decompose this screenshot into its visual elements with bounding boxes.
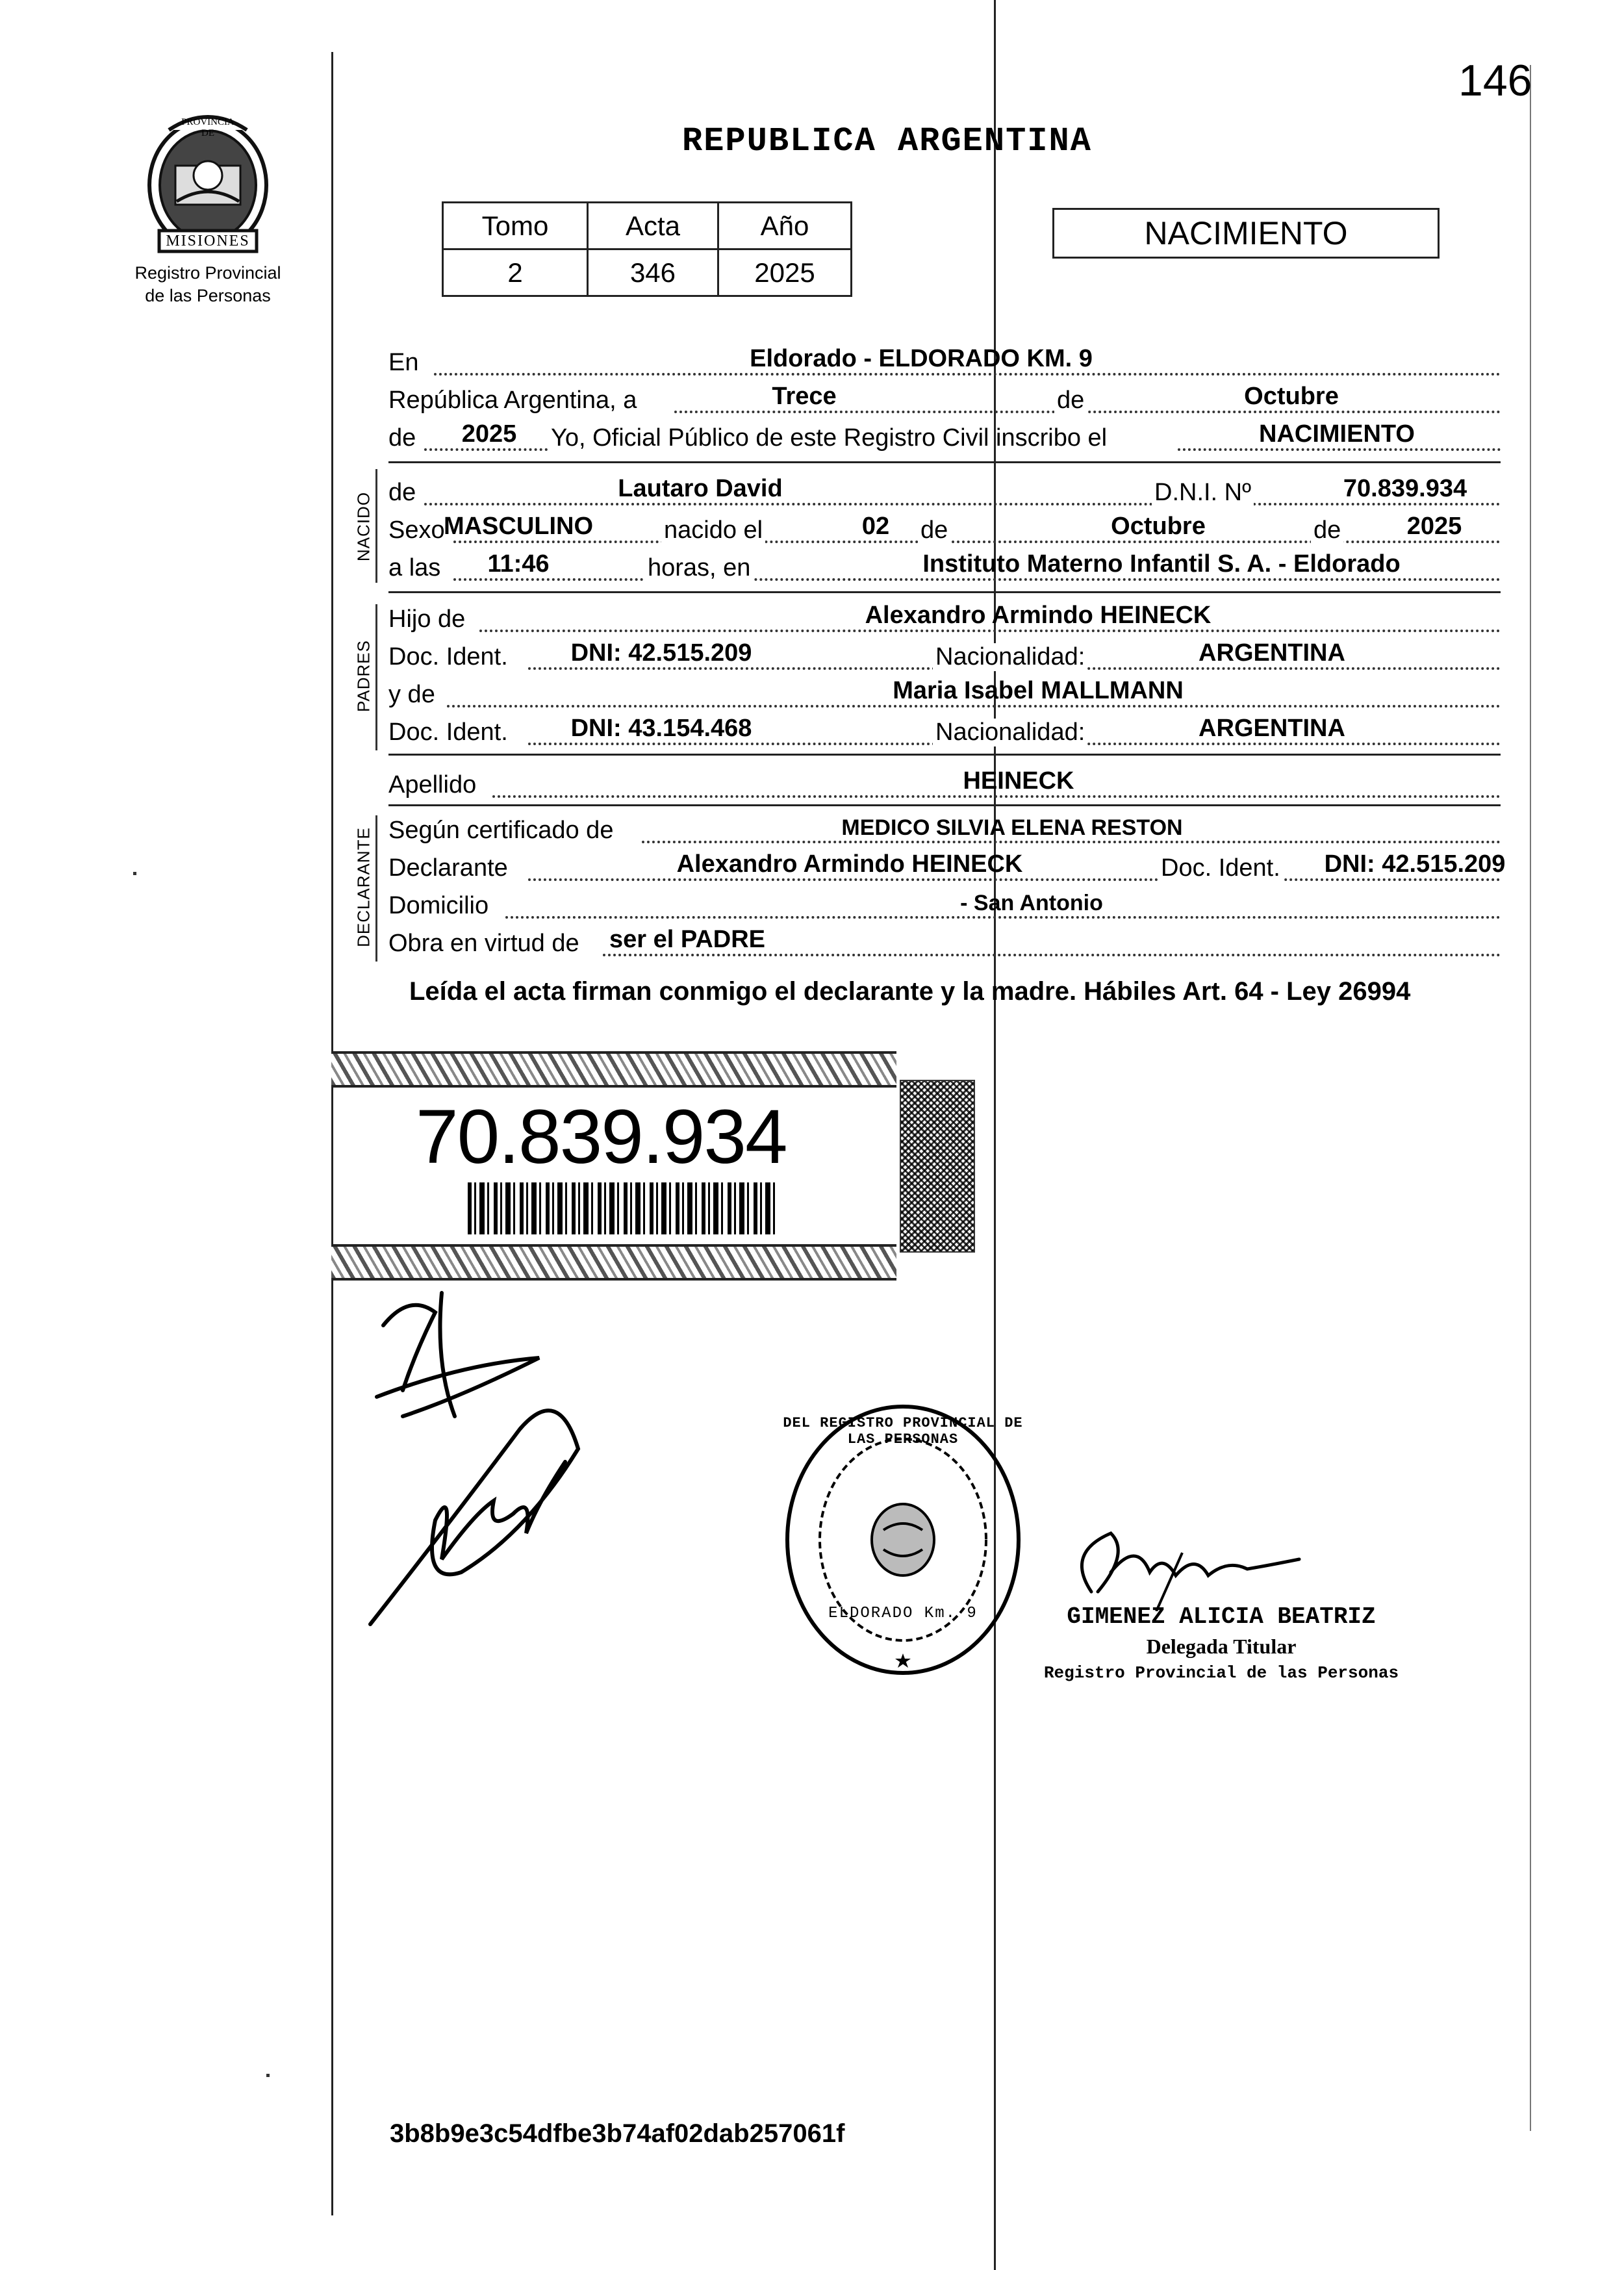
registry-logo xyxy=(130,104,286,260)
label-domicilio: Domicilio xyxy=(388,892,489,919)
seal-text-bottom: MISIONES xyxy=(166,233,250,249)
document-title: REPUBLICA ARGENTINA xyxy=(682,122,1092,160)
row-certificado xyxy=(388,812,1501,851)
label-en: En xyxy=(388,349,419,376)
label-doc-ident-1: Doc. Ident. xyxy=(388,643,508,670)
margin-mark-2 xyxy=(266,2074,270,2077)
label-declarante: Declarante xyxy=(388,854,508,882)
label-de: de xyxy=(1054,387,1087,414)
bracket-declarante xyxy=(375,815,377,962)
label-hijo-de: Hijo de xyxy=(388,606,466,633)
value-dni: 70.839.934 xyxy=(1343,475,1467,502)
label-obra-virtud: Obra en virtud de xyxy=(388,930,579,957)
section-divider-1 xyxy=(388,461,1501,463)
label-a-las: a las xyxy=(388,554,441,581)
value-madre: Maria Isabel MALLMANN xyxy=(893,677,1184,704)
right-margin-line xyxy=(1530,65,1531,2131)
act-type-box: NACIMIENTO xyxy=(1052,208,1440,259)
label-segun-certificado: Según certificado de xyxy=(388,817,614,844)
row-lugar xyxy=(388,344,1501,383)
document-hash: 3b8b9e3c54dfbe3b74af02dab257061f xyxy=(390,2119,845,2148)
row-padre xyxy=(388,601,1501,640)
section-divider-3 xyxy=(388,754,1501,756)
row-virtud xyxy=(388,925,1501,964)
label-nacionalidad-2: Nacionalidad: xyxy=(933,719,1087,746)
value-dia-nac: 02 xyxy=(861,513,890,540)
label-sexo: Sexo xyxy=(388,516,445,544)
value-padre: Alexandro Armindo HEINECK xyxy=(865,602,1212,629)
bracket-padres xyxy=(375,604,377,750)
table-value-anio: 2025 xyxy=(718,249,852,296)
bracket-nacido xyxy=(375,469,377,583)
signatory-office: Registro Provincial de las Personas xyxy=(1043,1663,1399,1683)
label-nacionalidad-1: Nacionalidad: xyxy=(933,643,1087,671)
row-doc-madre xyxy=(388,714,1501,753)
dni-barcode xyxy=(468,1182,780,1234)
value-sexo: MASCULINO xyxy=(443,513,594,540)
center-fold-line xyxy=(994,0,996,2270)
row-declarante xyxy=(388,850,1506,889)
dni-label-guilloche xyxy=(900,1080,975,1253)
row-inscripcion xyxy=(388,420,1501,459)
row-doc-padre xyxy=(388,639,1501,678)
table-header-acta: Acta xyxy=(588,203,718,249)
value-tipo: NACIMIENTO xyxy=(1259,420,1415,448)
signatory-role: Delegada Titular xyxy=(1146,1635,1297,1658)
value-mes-acta: Octubre xyxy=(1244,383,1339,410)
stamp-top-text: DEL REGISTRO PROVINCIAL DE LAS PERSONAS xyxy=(783,1415,1023,1447)
value-nombre: Lautaro David xyxy=(618,475,783,502)
value-virtud: ser el PADRE xyxy=(609,926,766,953)
label-republica: República Argentina, a xyxy=(388,387,637,414)
side-label-declarante: DECLARANTE xyxy=(353,827,374,947)
label-doc-ident-2: Doc. Ident. xyxy=(388,719,508,746)
margin-mark-1 xyxy=(133,872,136,875)
value-dia-acta: Trece xyxy=(772,383,837,410)
page-number: 146 xyxy=(1458,56,1532,105)
value-hora: 11:46 xyxy=(487,550,550,578)
left-margin-line xyxy=(331,52,333,2215)
value-lugar: Eldorado - ELDORADO KM. 9 xyxy=(750,345,1093,372)
value-certificado: MEDICO SILVIA ELENA RESTON xyxy=(841,815,1183,840)
signatory-name: GIMENEZ ALICIA BEATRIZ xyxy=(1067,1603,1376,1630)
section-divider-2 xyxy=(388,591,1501,593)
value-mes-nac: Octubre xyxy=(1111,513,1206,540)
value-anio-nac: 2025 xyxy=(1406,513,1462,540)
value-apellido: HEINECK xyxy=(963,767,1074,795)
value-nac-padre: ARGENTINA xyxy=(1199,639,1345,667)
value-anio-acta: 2025 xyxy=(461,420,517,448)
table-value-tomo: 2 xyxy=(443,249,588,296)
table-header-tomo: Tomo xyxy=(443,203,588,249)
label-y-de: y de xyxy=(388,681,435,708)
signature-delegada xyxy=(1052,1514,1325,1611)
row-fecha-acta xyxy=(388,382,1501,421)
signature-declarante xyxy=(364,1286,624,1650)
dni-label-number: 70.839.934 xyxy=(416,1094,787,1180)
row-hora xyxy=(388,550,1501,589)
label-de-mes: de xyxy=(918,516,950,544)
stamp-inner-text: ELDORADO Km. 9 xyxy=(828,1605,978,1622)
registry-caption-line2: de las Personas xyxy=(145,286,271,305)
label-horas-en: horas, en xyxy=(645,554,753,582)
seal-text-top: PROVINCIA DE xyxy=(181,117,235,138)
value-lugar-nac: Instituto Materno Infantil S. A. - Eldorado xyxy=(922,550,1401,578)
record-table xyxy=(442,201,852,297)
side-label-nacido: NACIDO xyxy=(353,491,374,562)
value-dni-madre: DNI: 43.154.468 xyxy=(570,715,752,742)
label-de2: de xyxy=(388,424,416,452)
row-sexo xyxy=(388,512,1501,551)
label-de-nombre: de xyxy=(388,479,416,506)
value-domicilio: - San Antonio xyxy=(960,891,1103,915)
closing-text: Leída el acta firman conmigo el declarante y la madre. Hábiles Art. 64 - Ley 26994 xyxy=(409,977,1411,1006)
dni-label-pattern-bottom xyxy=(331,1244,896,1281)
value-nac-madre: ARGENTINA xyxy=(1199,715,1345,742)
label-de-anio: de xyxy=(1311,516,1343,544)
dni-label-pattern-top xyxy=(331,1051,896,1088)
official-stamp xyxy=(780,1397,1026,1683)
registry-caption-line1: Registro Provincial xyxy=(134,263,281,283)
label-doc-ident-decl: Doc. Ident. xyxy=(1158,854,1283,882)
side-label-padres: PADRES xyxy=(353,640,374,712)
table-header-anio: Año xyxy=(718,203,852,249)
value-dni-padre: DNI: 42.515.209 xyxy=(570,639,752,667)
row-apellido xyxy=(388,767,1501,806)
row-madre xyxy=(388,676,1501,715)
value-declarante: Alexandro Armindo HEINECK xyxy=(676,850,1023,878)
label-yo-oficial: Yo, Oficial Público de este Registro Civil inscribo el xyxy=(551,424,1108,452)
row-nombre xyxy=(388,474,1501,513)
row-domicilio xyxy=(388,887,1501,926)
value-dni-declarante: DNI: 42.515.209 xyxy=(1324,850,1506,878)
table-value-acta: 346 xyxy=(588,249,718,296)
label-apellido: Apellido xyxy=(388,771,477,798)
section-divider-4 xyxy=(388,804,1501,806)
label-nacido-el: nacido el xyxy=(661,516,765,544)
label-dni-no: D.N.I. Nº xyxy=(1152,479,1254,507)
